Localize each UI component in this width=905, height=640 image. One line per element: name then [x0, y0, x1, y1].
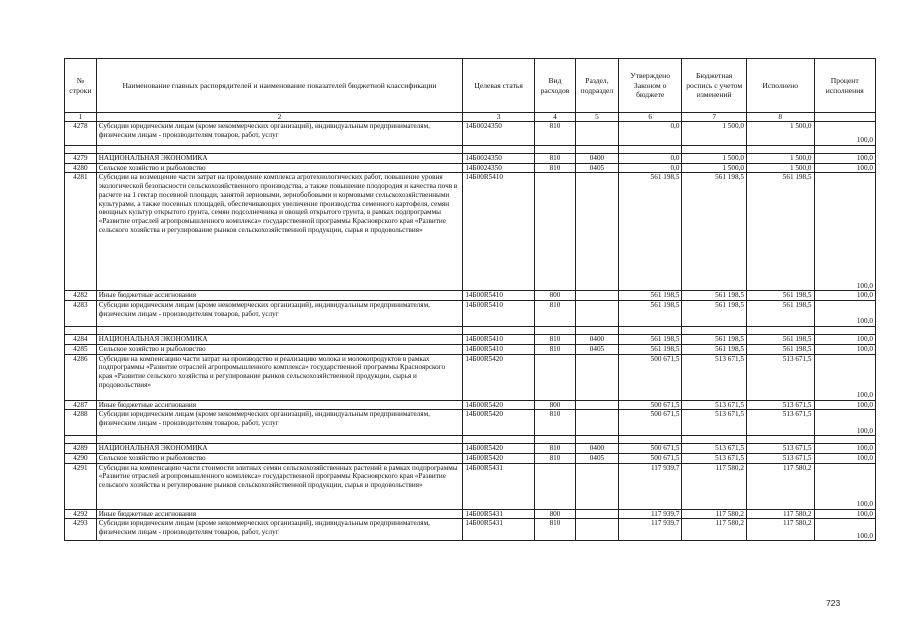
row-name: Субсидии юридическим лицам (кроме некоммерческих организаций), индивидуальным предпринимателям, физическим лицам - производителям товаров, работ, услуг	[96, 410, 463, 436]
spacer-cell	[575, 327, 618, 335]
row-section: 0405	[575, 163, 618, 173]
row-number: 4280	[65, 163, 97, 173]
row-target-article: 14Б00R5431	[463, 509, 535, 519]
row-expense-type: 810	[534, 444, 575, 454]
row-approved: 561 198,5	[618, 301, 681, 327]
row-target-article: 14Б00R5420	[463, 410, 535, 436]
row-target-article: 14Б0024350	[463, 122, 535, 146]
row-section	[575, 173, 618, 291]
row-target-article: 14Б0024350	[463, 163, 535, 173]
row-budget-schedule: 117 580,2	[682, 509, 747, 519]
row-number: 4282	[65, 291, 97, 301]
row-approved: 500 671,5	[618, 453, 681, 463]
header-expense-type: Вид расходов	[534, 59, 575, 113]
row-executed: 561 198,5	[746, 291, 814, 301]
header-target-article: Целевая статья	[463, 59, 535, 113]
spacer-cell	[814, 327, 876, 335]
row-executed: 117 580,2	[746, 519, 814, 541]
row-budget-schedule: 513 671,5	[682, 453, 747, 463]
row-percent: 100,0	[814, 410, 876, 436]
row-executed: 513 671,5	[746, 400, 814, 410]
table-row	[65, 463, 876, 509]
table-row	[65, 509, 876, 519]
row-expense-type	[534, 463, 575, 509]
spacer-cell	[463, 146, 535, 154]
table-header-row	[65, 59, 876, 113]
row-executed: 513 671,5	[746, 453, 814, 463]
spacer-cell	[814, 146, 876, 154]
spacer-cell	[814, 436, 876, 444]
row-approved: 500 671,5	[618, 410, 681, 436]
row-approved: 500 671,5	[618, 444, 681, 454]
row-executed: 1 500,0	[746, 122, 814, 146]
header-budget-schedule: Бюджетная роспись с учетом изменений	[682, 59, 747, 113]
row-target-article: 14Б00R5431	[463, 463, 535, 509]
row-budget-schedule: 1 500,0	[682, 122, 747, 146]
row-expense-type: 800	[534, 400, 575, 410]
row-executed: 117 580,2	[746, 463, 814, 509]
row-approved: 561 198,5	[618, 173, 681, 291]
row-approved: 561 198,5	[618, 291, 681, 301]
row-percent: 100,0	[814, 344, 876, 354]
spacer-cell	[96, 327, 463, 335]
table-row	[65, 163, 876, 173]
row-target-article: 14Б00R5431	[463, 519, 535, 541]
spacer-cell	[65, 146, 97, 154]
row-number: 4292	[65, 509, 97, 519]
spacer-cell	[575, 146, 618, 154]
row-budget-schedule: 1 500,0	[682, 163, 747, 173]
row-section: 0400	[575, 335, 618, 345]
spacer-cell	[65, 436, 97, 444]
row-name: НАЦИОНАЛЬНАЯ ЭКОНОМИКА	[96, 335, 463, 345]
row-budget-schedule: 117 580,2	[682, 463, 747, 509]
row-target-article: 14Б00R5420	[463, 354, 535, 400]
row-budget-schedule: 561 198,5	[682, 173, 747, 291]
row-number: 4287	[65, 400, 97, 410]
row-executed: 1 500,0	[746, 163, 814, 173]
row-section	[575, 509, 618, 519]
row-executed: 513 671,5	[746, 444, 814, 454]
row-approved: 117 939,7	[618, 519, 681, 541]
row-expense-type: 810	[534, 122, 575, 146]
row-executed: 561 198,5	[746, 344, 814, 354]
spacer-cell	[682, 327, 747, 335]
table-row	[65, 291, 876, 301]
row-budget-schedule: 513 671,5	[682, 410, 747, 436]
row-target-article: 14Б00R5410	[463, 301, 535, 327]
row-approved: 117 939,7	[618, 509, 681, 519]
row-executed: 117 580,2	[746, 509, 814, 519]
column-number: 1	[65, 113, 97, 122]
row-number: 4281	[65, 173, 97, 291]
row-expense-type	[534, 173, 575, 291]
row-budget-schedule: 561 198,5	[682, 301, 747, 327]
row-expense-type	[534, 354, 575, 400]
row-target-article: 14Б00R5410	[463, 173, 535, 291]
budget-document-page	[64, 58, 876, 541]
row-percent: 100,0	[814, 444, 876, 454]
row-executed: 513 671,5	[746, 410, 814, 436]
row-percent: 100,0	[814, 354, 876, 400]
row-name: НАЦИОНАЛЬНАЯ ЭКОНОМИКА	[96, 154, 463, 164]
row-section	[575, 122, 618, 146]
spacer-cell	[746, 436, 814, 444]
row-approved: 561 198,5	[618, 335, 681, 345]
row-percent: 100,0	[814, 163, 876, 173]
row-number: 4290	[65, 453, 97, 463]
row-approved: 500 671,5	[618, 354, 681, 400]
row-approved: 117 939,7	[618, 463, 681, 509]
header-executed: Исполнено	[746, 59, 814, 113]
header-row-no: № строки	[65, 59, 97, 113]
table-row	[65, 344, 876, 354]
row-number: 4289	[65, 444, 97, 454]
column-number: 5	[575, 113, 618, 122]
spacer-cell	[534, 436, 575, 444]
row-expense-type: 810	[534, 154, 575, 164]
table-row	[65, 173, 876, 291]
column-number: 8	[746, 113, 814, 122]
row-executed: 561 198,5	[746, 335, 814, 345]
spacer-cell	[682, 436, 747, 444]
row-target-article: 14Б00R5410	[463, 335, 535, 345]
column-number-row	[65, 113, 876, 122]
row-section: 0405	[575, 453, 618, 463]
row-percent: 100,0	[814, 335, 876, 345]
column-number: 6	[618, 113, 681, 122]
row-percent: 100,0	[814, 291, 876, 301]
spacer-row	[65, 327, 876, 335]
column-number: 7	[682, 113, 747, 122]
table-row	[65, 335, 876, 345]
row-expense-type: 810	[534, 453, 575, 463]
header-approved: Утверждено Законом о бюджете	[618, 59, 681, 113]
spacer-cell	[534, 146, 575, 154]
row-percent: 100,0	[814, 154, 876, 164]
spacer-cell	[618, 436, 681, 444]
row-budget-schedule: 513 671,5	[682, 354, 747, 400]
row-section	[575, 291, 618, 301]
table-row	[65, 453, 876, 463]
row-percent: 100,0	[814, 122, 876, 146]
row-budget-schedule: 561 198,5	[682, 291, 747, 301]
row-expense-type: 810	[534, 519, 575, 541]
row-target-article: 14Б00R5420	[463, 453, 535, 463]
row-target-article: 14Б00R5410	[463, 344, 535, 354]
row-target-article: 14Б00R5410	[463, 291, 535, 301]
row-expense-type: 810	[534, 410, 575, 436]
spacer-cell	[65, 327, 97, 335]
column-number	[814, 113, 876, 122]
row-name: Иные бюджетные ассигнования	[96, 509, 463, 519]
row-target-article: 14Б00R5420	[463, 400, 535, 410]
table-row	[65, 154, 876, 164]
table-row	[65, 410, 876, 436]
row-section	[575, 519, 618, 541]
spacer-row	[65, 436, 876, 444]
table-row	[65, 301, 876, 327]
row-expense-type: 800	[534, 291, 575, 301]
spacer-cell	[534, 327, 575, 335]
row-name: Сельское хозяйство и рыболовство	[96, 453, 463, 463]
row-number: 4278	[65, 122, 97, 146]
row-section	[575, 463, 618, 509]
table-row	[65, 354, 876, 400]
row-executed: 561 198,5	[746, 301, 814, 327]
column-number: 3	[463, 113, 535, 122]
row-approved: 0,0	[618, 154, 681, 164]
row-name: Субсидии юридическим лицам (кроме некоммерческих организаций), индивидуальным предпринимателям, физическим лицам - производителям товаров, работ, услуг	[96, 519, 463, 541]
row-expense-type: 800	[534, 509, 575, 519]
table-row	[65, 444, 876, 454]
row-approved: 561 198,5	[618, 344, 681, 354]
row-section	[575, 400, 618, 410]
row-section: 0400	[575, 154, 618, 164]
row-number: 4279	[65, 154, 97, 164]
row-name: Субсидии на компенсацию части затрат на производство и реализацию молока и молокопродуктов в рамках подпрограммы «Развитие отраслей агропромышленного комплекса» государственной программы Красноярского края «Развитие сельского хозяйства и регулирование рынков сельскохозяйственной продукции, сырья и продовольствия»	[96, 354, 463, 400]
row-percent: 100,0	[814, 173, 876, 291]
row-expense-type: 810	[534, 335, 575, 345]
row-percent: 100,0	[814, 400, 876, 410]
row-number: 4293	[65, 519, 97, 541]
row-executed: 561 198,5	[746, 173, 814, 291]
table-row	[65, 519, 876, 541]
budget-table	[64, 58, 876, 541]
row-number: 4286	[65, 354, 97, 400]
row-target-article: 14Б00R5420	[463, 444, 535, 454]
row-number: 4285	[65, 344, 97, 354]
spacer-row	[65, 146, 876, 154]
row-number: 4291	[65, 463, 97, 509]
row-expense-type: 810	[534, 301, 575, 327]
row-budget-schedule: 513 671,5	[682, 444, 747, 454]
spacer-cell	[96, 146, 463, 154]
row-percent: 100,0	[814, 463, 876, 509]
spacer-cell	[96, 436, 463, 444]
row-name: Иные бюджетные ассигнования	[96, 400, 463, 410]
row-number: 4284	[65, 335, 97, 345]
row-budget-schedule: 561 198,5	[682, 335, 747, 345]
row-number: 4288	[65, 410, 97, 436]
row-executed: 1 500,0	[746, 154, 814, 164]
spacer-cell	[463, 327, 535, 335]
row-expense-type: 810	[534, 163, 575, 173]
row-section	[575, 301, 618, 327]
row-name: Сельское хозяйство и рыболовство	[96, 163, 463, 173]
row-name: Субсидии юридическим лицам (кроме некоммерческих организаций), индивидуальным предпринимателям, физическим лицам - производителям товаров, работ, услуг	[96, 122, 463, 146]
row-name: Сельское хозяйство и рыболовство	[96, 344, 463, 354]
row-section: 0400	[575, 444, 618, 454]
row-percent: 100,0	[814, 509, 876, 519]
column-number: 4	[534, 113, 575, 122]
spacer-cell	[618, 146, 681, 154]
header-percent: Процент исполнения	[814, 59, 876, 113]
row-percent: 100,0	[814, 453, 876, 463]
row-approved: 500 671,5	[618, 400, 681, 410]
row-expense-type: 810	[534, 344, 575, 354]
row-budget-schedule: 1 500,0	[682, 154, 747, 164]
row-percent: 100,0	[814, 301, 876, 327]
spacer-cell	[618, 327, 681, 335]
row-name: Субсидии на компенсацию части стоимости элитных семян сельскохозяйственных растений в рамках подпрограммы «Развитие отраслей агропромышленного комплекса» государственной программы Красноярского края «Развитие сельского хозяйства и регулирование рынков сельскохозяйственной продукции, сырья и продовольствия»	[96, 463, 463, 509]
row-budget-schedule: 117 580,2	[682, 519, 747, 541]
spacer-cell	[746, 146, 814, 154]
table-row	[65, 122, 876, 146]
spacer-cell	[746, 327, 814, 335]
row-executed: 513 671,5	[746, 354, 814, 400]
row-section: 0405	[575, 344, 618, 354]
row-name: Субсидии на возмещение части затрат на проведение комплекса агротехнологических работ, повышение уровня экологической безопасности сельскохозяйственного производства, а также повышение плодородия и качества почв в расчете на 1 гектар посевной площади, занятой зерновыми, зернобобовыми и кормовыми сельскохозяйственными культурами, а также посевных площадей, обеспечивающих увеличение производства семенного картофеля, семян овощных культур открытого грунта, семян подсолнечника и овощей открытого грунта, в рамках подпрограммы «Развитие отраслей агропромышленного комплекса» государственной программы Красноярского края «Развитие сельского хозяйства и регулирование рынков сельскохозяйственной продукции, сырья и продовольствия»	[96, 173, 463, 291]
row-name: Иные бюджетные ассигнования	[96, 291, 463, 301]
row-name: Субсидии юридическим лицам (кроме некоммерческих организаций), индивидуальным предпринимателям, физическим лицам - производителям товаров, работ, услуг	[96, 301, 463, 327]
page-number: 723	[826, 598, 841, 608]
row-number: 4283	[65, 301, 97, 327]
spacer-cell	[463, 436, 535, 444]
row-percent: 100,0	[814, 519, 876, 541]
row-section	[575, 410, 618, 436]
row-target-article: 14Б0024350	[463, 154, 535, 164]
column-number: 2	[96, 113, 463, 122]
table-row	[65, 400, 876, 410]
spacer-cell	[682, 146, 747, 154]
row-name: НАЦИОНАЛЬНАЯ ЭКОНОМИКА	[96, 444, 463, 454]
row-section	[575, 354, 618, 400]
row-budget-schedule: 513 671,5	[682, 400, 747, 410]
spacer-cell	[575, 436, 618, 444]
row-approved: 0,0	[618, 163, 681, 173]
row-approved: 0,0	[618, 122, 681, 146]
header-name: Наименование главных распорядителей и наименование показателей бюджетной классификации	[96, 59, 463, 113]
row-budget-schedule: 561 198,5	[682, 344, 747, 354]
header-section: Раздел, подраздел	[575, 59, 618, 113]
